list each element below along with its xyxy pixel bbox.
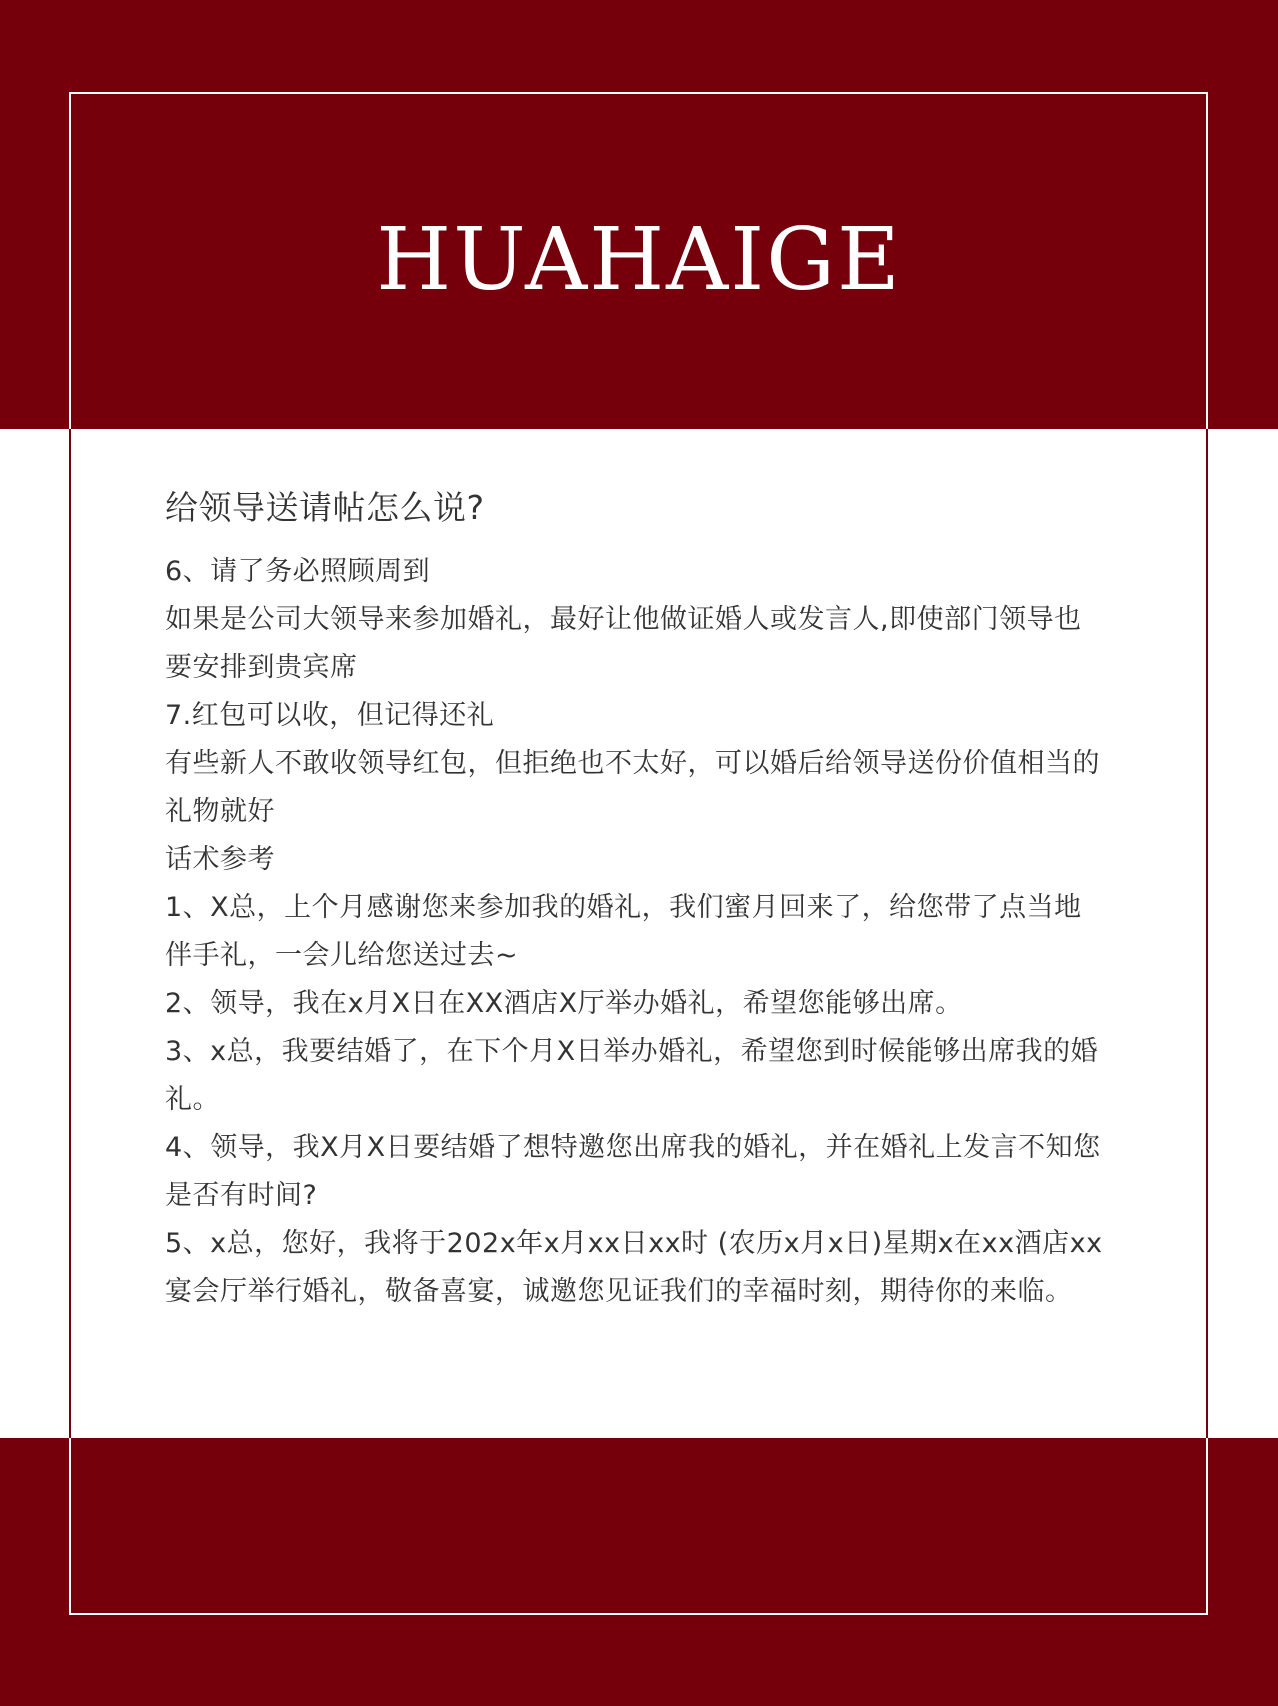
article-title: 给领导送请帖怎么说? xyxy=(165,488,485,527)
paragraph: 2、领导，我在x月X日在XX酒店X厅举办婚礼，希望您能够出席。 xyxy=(165,988,963,1019)
paragraph: 7.红包可以收，但记得还礼 xyxy=(165,700,495,731)
paragraph: 4、领导，我X月X日要结婚了想特邀您出席我的婚礼，并在婚礼上发言不知您是否有时间? xyxy=(165,1132,1101,1211)
paragraph: 1、X总，上个月感谢您来参加我的婚礼，我们蜜月回来了，给您带了点当地伴手礼，一会儿给您送过去~ xyxy=(165,892,1082,971)
article-body xyxy=(165,480,1105,1316)
brand-title: HUAHAIGE xyxy=(376,210,902,310)
paragraph: 6、请了务必照顾周到 xyxy=(165,556,431,587)
paragraph: 话术参考 xyxy=(165,844,275,875)
paragraph: 如果是公司大领导来参加婚礼，最好让他做证婚人或发言人,即使部门领导也要安排到贵宾席 xyxy=(165,604,1082,683)
paragraph: 5、x总，您好，我将于202x年x月xx日xx时 (农历x月x日)星期x在xx酒店xx宴会厅举行婚礼，敬备喜宴，诚邀您见证我们的幸福时刻，期待你的来临。 xyxy=(165,1228,1103,1307)
paragraph: 有些新人不敢收领导红包，但拒绝也不太好，可以婚后给领导送份价值相当的礼物就好 xyxy=(165,748,1100,827)
paragraph: 3、x总，我要结婚了，在下个月X日举办婚礼，希望您到时候能够出席我的婚礼。 xyxy=(165,1036,1099,1115)
